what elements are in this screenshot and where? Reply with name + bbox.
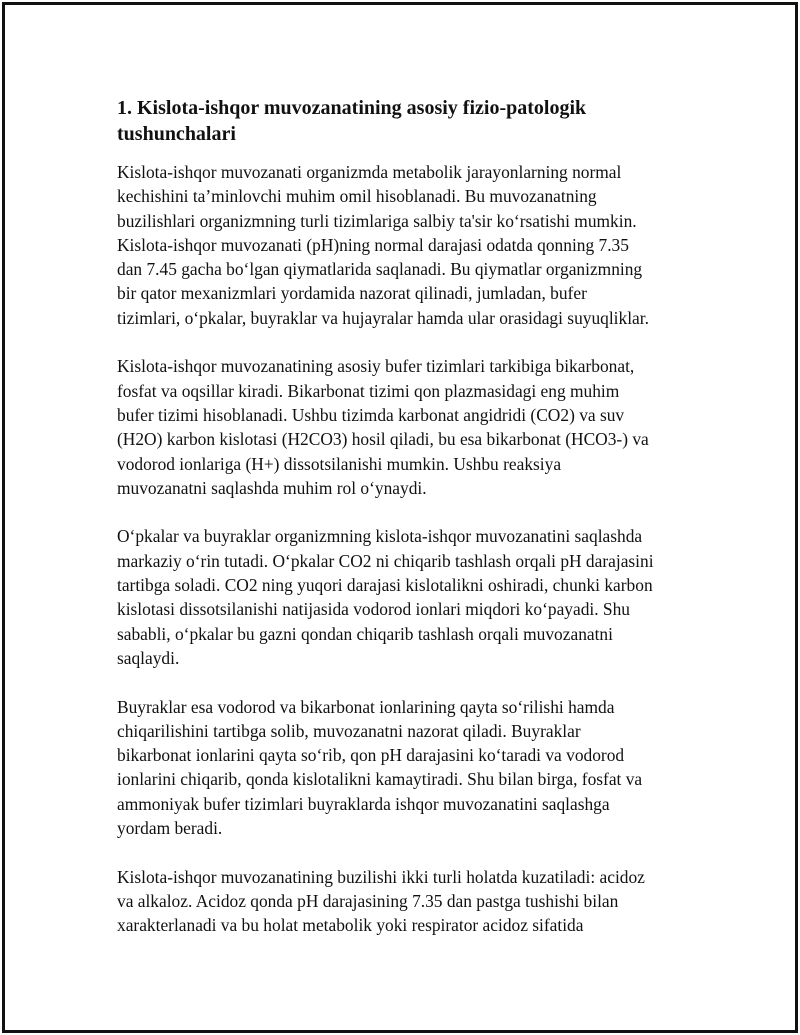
paragraph-line: vodorod ionlariga (H+) dissotsilanishi mumkin. Ushbu reaksiya: [117, 453, 562, 474]
paragraph-line: ionlarini chiqarib, qonda kislotalikni kamaytiradi. Shu bilan birga, fosfat va: [117, 769, 643, 790]
paragraph: [117, 354, 717, 500]
paragraph-line: buzilishlari organizmning turli tizimlariga salbiy ta'sir ko‘rsatishi mumkin.: [117, 210, 637, 231]
section-heading-line: 1. Kislota-ishqor muvozanatining asosiy fizio-patologik: [117, 97, 587, 119]
paragraph: [117, 865, 717, 938]
paragraph-line: sababli, o‘pkalar bu gazni qondan chiqarib tashlash orqali muvozanatni: [117, 623, 613, 644]
paragraph-line: kechishini ta’minlovchi muhim omil hisoblanadi. Bu muvozanatning: [117, 186, 597, 207]
section-heading: [117, 95, 717, 147]
paragraph-line: (H2O) karbon kislotasi (H2CO3) hosil qiladi, bu esa bikarbonat (HCO3-) va: [117, 429, 649, 450]
paragraph-line: bikarbonat ionlarini qayta so‘rib, qon pH darajasini ko‘taradi va vodorod: [117, 745, 625, 766]
paragraph-line: ammoniyak bufer tizimlari buyraklarda ishqor muvozanatini saqlashga: [117, 793, 610, 814]
paragraph: [117, 160, 717, 330]
paragraph-line: muvozanatni saqlashda muhim rol o‘ynaydi.: [117, 477, 427, 498]
paragraph-line: Kislota-ishqor muvozanatining asosiy bufer tizimlari tarkibiga bikarbonat,: [117, 356, 635, 377]
paragraph-line: dan 7.45 gacha bo‘lgan qiymatlarida saqlanadi. Bu qiymatlar organizmning: [117, 259, 643, 280]
paragraph-line: tartibga soladi. CO2 ning yuqori darajasi kislotalikni oshiradi, chunki karbon: [117, 575, 653, 596]
paragraph-line: xarakterlanadi va bu holat metabolik yoki respirator acidoz sifatida: [117, 915, 584, 936]
paragraph-line: va alkaloz. Acidoz qonda pH darajasining 7.35 dan pastga tushishi bilan: [117, 890, 619, 911]
document-page: [117, 95, 717, 962]
paragraph-line: Buyraklar esa vodorod va bikarbonat ionlarining qayta so‘rilishi hamda: [117, 696, 615, 717]
paragraph-line: bir qator mexanizmlari yordamida nazorat qilinadi, jumladan, bufer: [117, 283, 587, 304]
paragraph-line: yordam beradi.: [117, 818, 223, 839]
paragraph-line: chiqarilishini tartibga solib, muvozanatni nazorat qiladi. Buyraklar: [117, 720, 581, 741]
paragraph-line: fosfat va oqsillar kiradi. Bikarbonat tizimi qon plazmasidagi eng muhim: [117, 380, 620, 401]
section-heading-line: tushunchalari: [117, 123, 236, 145]
paragraph: [117, 524, 717, 670]
document-body: [117, 160, 717, 938]
paragraph-line: O‘pkalar va buyraklar organizmning kislota-ishqor muvozanatini saqlashda: [117, 526, 643, 547]
paragraph-line: kislotasi dissotsilanishi natijasida vodorod ionlari miqdori ko‘payadi. Shu: [117, 599, 630, 620]
paragraph-line: tizimlari, o‘pkalar, buyraklar va hujayralar hamda ular orasidagi suyuqliklar.: [117, 307, 649, 328]
paragraph-line: saqlaydi.: [117, 647, 180, 668]
paragraph-line: Kislota-ishqor muvozanati organizmda metabolik jarayonlarning normal: [117, 162, 622, 182]
paragraph-line: Kislota-ishqor muvozanati (pH)ning normal darajasi odatda qonning 7.35: [117, 234, 629, 255]
paragraph: [117, 695, 717, 841]
paragraph-line: Kislota-ishqor muvozanatining buzilishi ikki turli holatda kuzatiladi: acidoz: [117, 866, 645, 887]
paragraph-line: markaziy o‘rin tutadi. O‘pkalar CO2 ni chiqarib tashlash orqali pH darajasini: [117, 550, 654, 571]
paragraph-line: bufer tizimi hisoblanadi. Ushbu tizimda karbonat angidridi (CO2) va suv: [117, 404, 625, 425]
